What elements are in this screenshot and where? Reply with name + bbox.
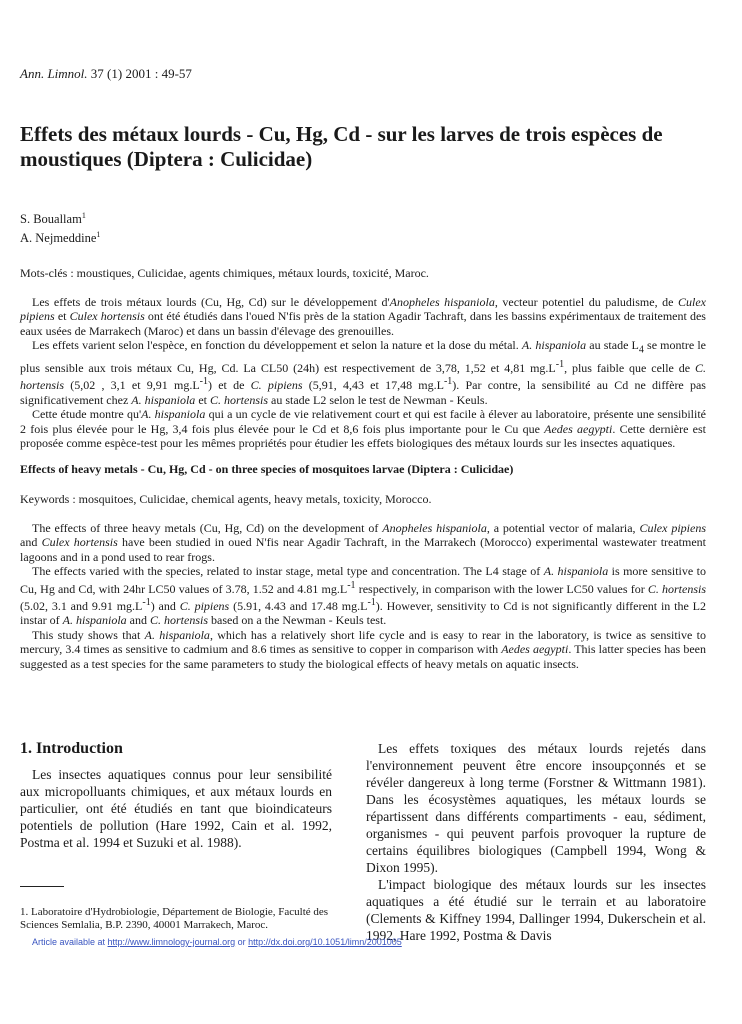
- journal-link[interactable]: http://www.limnology-journal.org: [107, 937, 236, 947]
- keywords-fr: Mots-clés : moustiques, Culicidae, agents chimiques, métaux lourds, toxicité, Maroc.: [20, 266, 429, 280]
- footnote-divider: [20, 886, 64, 887]
- journal-name: Ann. Limnol.: [20, 66, 88, 81]
- paper-title: Effets des métaux lourds - Cu, Hg, Cd - sur les larves de trois espèces de moustiques (Diptera : Culicidae): [20, 122, 663, 171]
- footnote-affiliation: 1. Laboratoire d'Hydrobiologie, Département de Biologie, Faculté des Sciences Semlalia, B.P. 2390, 40001 Marrakech, Maroc.: [20, 906, 329, 931]
- keywords-en: Keywords : mosquitoes, Culicidae, chemical agents, heavy metals, toxicity, Morocco.: [20, 492, 432, 506]
- footer-availability: Article available at http://www.limnology-journal.org or http://dx.doi.org/10.1051/limn/2001005: [32, 937, 402, 947]
- section-heading: 1. Introduction: [20, 740, 123, 757]
- author: A. Nejmeddine$^1$: [20, 230, 101, 246]
- journal-ref: 37 (1) 2001 : 49-57: [90, 66, 192, 81]
- journal-citation: [20, 66, 192, 82]
- abstract-en: The effects of three heavy metals (Cu, Hg, Cd) on the development of Anopheles hispaniola, a potential vector of malaria, Culex pipiens and Culex hortensis have been studied in oued N'fis near Agadir Tachraft, in the Marrakech (Morocco) experimental wastewater treatment lagoons and in a pond used to rear frogs. The effects varied with the species, related to instar stage, metal type and concentration. The L4 stage of A. hispaniola is more sensitive to Cu, Hg and Cd, with 24hr LC50 values of 3.78, 1.52 and 4.81 $mg.L^{-1}$ respectively, in comparison with the lower LC50 values for C. hortensis (5.02, 3.1 and 9.91 $mg.L^{-1}$) and C. pipiens (5.91, 4.43 and 17.48 $mg.L^{-1}$). However, sensitivity to Cd is not significantly different in the L2 instar of A. hispaniola and C. hortensis based on a the Newman - Keuls test. This study shows that A. hispaniola, which has a relatively short life cycle and is easy to rear in the laboratory, is twice as sensitive to mercury, 3.4 times as sensitive to cadmium and 8.6 times as sensitive to copper in comparison with Aedes aegypti. This latter species has been suggested as a test species for the same parameters to study the biological effects of heavy metals on aquatic insects.: [20, 521, 706, 671]
- intro-left-column: 1. Introduction Les insectes aquatiques connus pour leur sensibilité aux micropolluants chimiques, et aux métaux lourds en particulier, ont été étudiés en tant que bioindicateurs potentiels de pollution (Hare 1992, Cain et al. 1992, Postma et al. 1994 et Suzuki et al. 1988).: [20, 740, 332, 850]
- doi-link[interactable]: http://dx.doi.org/10.1051/limn/2001005: [248, 937, 402, 947]
- abstract-fr: Les effets de trois métaux lourds (Cu, Hg, Cd) sur le développement d'Anopheles hispaniola, vecteur potentiel du paludisme, de Culex pipiens et Culex hortensis ont été étudiés dans l'oued N'fis près de la station Agadir Tachraft, dans les bassins expérimentaux de traitement des eaux usées de Marrakech (Maroc) et dans un bassin d'élevage des grenouilles. Les effets varient selon l'espèce, en fonction du développement et selon la nature et la dose du métal. A. hispaniola au stade $L_4$ se montre le plus sensible aux trois métaux Cu, Hg, Cd. La CL50 (24h) est respectivement de 3,78, 1,52 et 4,81 $mg.L^{-1}$, plus faible que celle de C. hortensis (5,02 , 3,1 et 9,91 $mg.L^{-1}$) et de C. pipiens (5,91, 4,43 et 17,48 $mg.L^{-1}$). Par contre, la sensibilité au Cd ne diffère pas significativement chez A. hispaniola et C. hortensis au stade L2 selon le test de Newman - Keuls. Cette étude montre qu'A. hispaniola qui a un cycle de vie relativement court et qui est facile à élever au laboratoire, présente une sensibilité 2 fois plus élevée pour le Hg, 3,4 fois plus élevée pour le Cd et 8,6 fois plus importante pour le Cu que Aedes aegypti. Cette dernière est proposée comme espèce-test pour les mêmes propriétés pour étudier les effets biologiques des métaux lourds sur les insectes aquatiques.: [20, 295, 706, 451]
- author-list: [20, 208, 100, 246]
- intro-right-column: Les effets toxiques des métaux lourds rejetés dans l'environnement peuvent être encore insoupçonnés et se révéler dangereux à long terme (Forstner & Wittmann 1981). Dans les écosystèmes aquatiques, les métaux lourds se répartissent dans différents compartiments - eau, sédiment, organismes - qui peuvent parfois provoquer la rupture de certains équilibres biologiques (Campbell 1994, Wong & Dixon 1995). L'impact biologique des métaux lourds sur les insectes aquatiques a été étudié sur le terrain et au laboratoire (Clements & Kiffney 1994, Dallinger 1994, Dukerschein et al. 1992, Hare 1992, Postma & Davis: [366, 741, 706, 943]
- english-title: Effects of heavy metals - Cu, Hg, Cd - on three species of mosquitoes larvae (Diptera : Culicidae): [20, 462, 514, 476]
- author: S. Bouallam$^1$: [20, 211, 86, 227]
